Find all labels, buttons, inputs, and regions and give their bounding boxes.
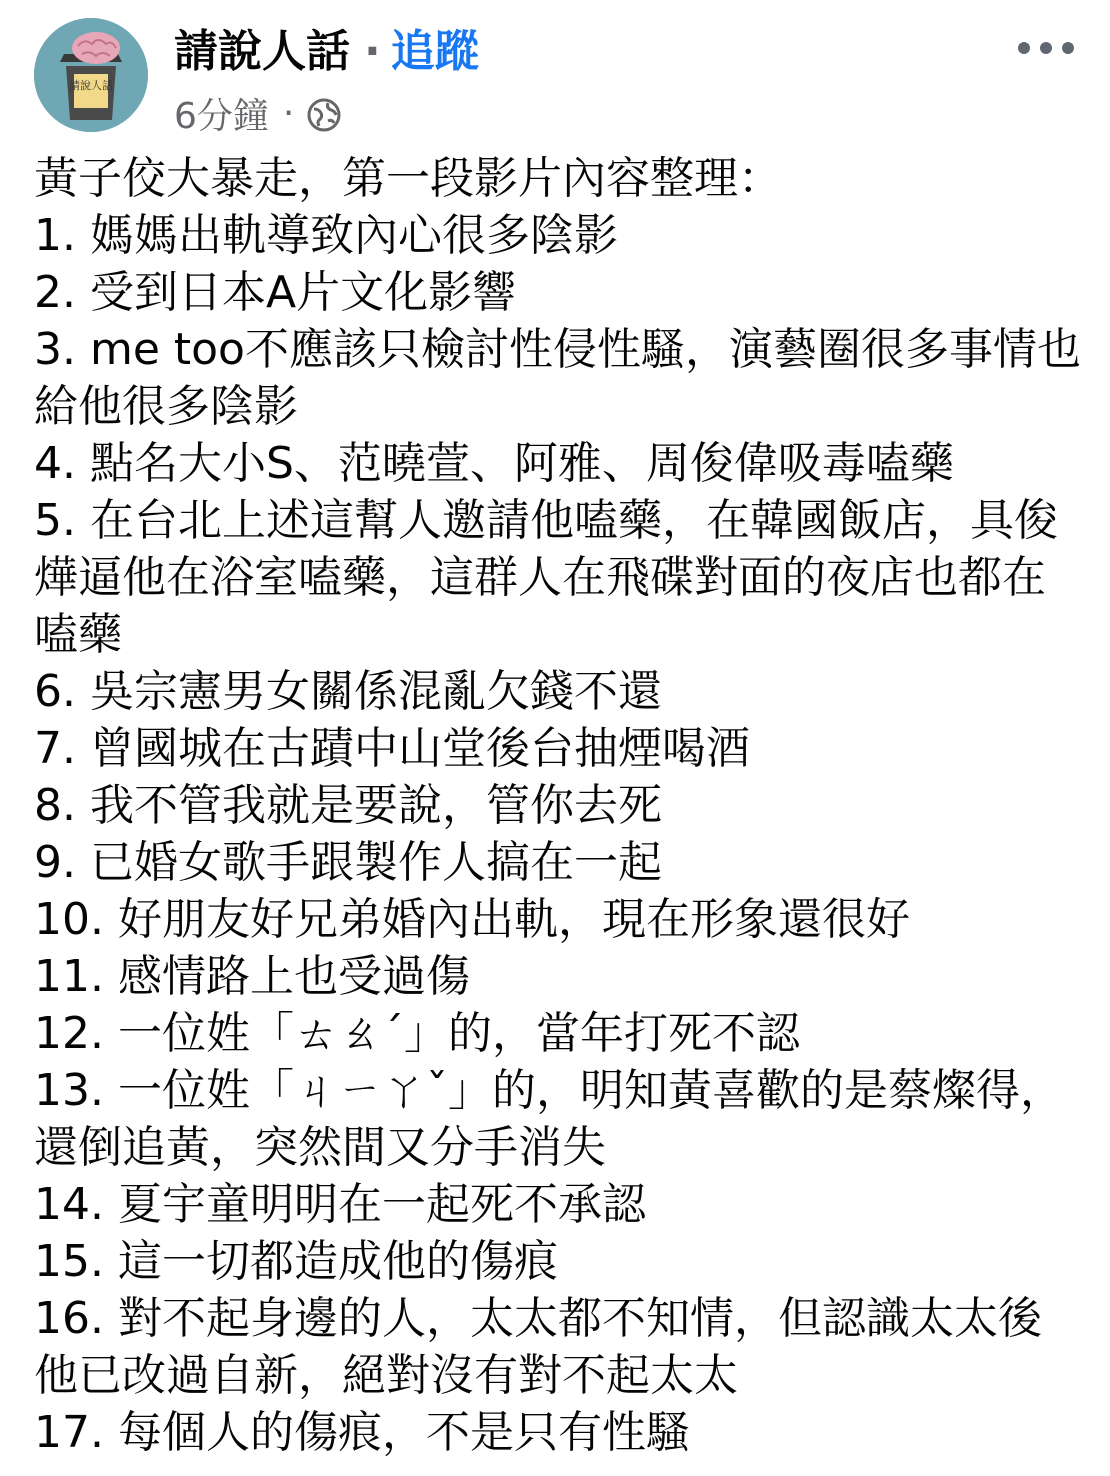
- post-line-5: 5. 在台北上述這幫人邀請他嗑藥，在韓國飯店，具俊燁逼他在浴室嗑藥，這群人在飛碟對面的夜店也都在嗑藥: [34, 495, 1058, 660]
- post-line-title: 黃子佼大暴走，第一段影片內容整理：: [34, 153, 782, 204]
- follow-button[interactable]: 追蹤: [390, 26, 479, 77]
- more-dot: [1062, 42, 1074, 54]
- page-name-row: [174, 22, 479, 82]
- post-timestamp[interactable]: 6分鐘: [174, 95, 269, 137]
- post-line-4: 4. 點名大小S、范曉萱、阿雅、周俊偉吸毒嗑藥: [34, 438, 954, 489]
- avatar[interactable]: [34, 18, 148, 132]
- post-line-15: 15. 這一切都造成他的傷痕: [34, 1236, 558, 1287]
- post-body: [34, 150, 1084, 1461]
- more-dot: [1040, 42, 1052, 54]
- post-line-9: 9. 已婚女歌手跟製作人搞在一起: [34, 837, 662, 888]
- page-name[interactable]: 請說人話: [174, 26, 350, 77]
- more-dot: [1018, 42, 1030, 54]
- name-separator: ·: [364, 26, 381, 77]
- post-line-10: 10. 好朋友好兄弟婚內出軌，現在形象還很好: [34, 894, 910, 945]
- post-line-6: 6. 吳宗憲男女關係混亂欠錢不還: [34, 666, 662, 717]
- post-line-14: 14. 夏宇童明明在一起死不承認: [34, 1179, 646, 1230]
- post-line-12: 12. 一位姓「ㄊㄠˊ」的，當年打死不認: [34, 1008, 800, 1059]
- brain-trash-can-logo: [34, 18, 148, 132]
- post-line-13: 13. 一位姓「ㄐㄧㄚˇ」的，明知黃喜歡的是蔡燦得，還倒追黃，突然間又分手消失: [34, 1065, 1064, 1173]
- logo-text-top: 請說人話: [69, 79, 113, 92]
- post-line-2: 2. 受到日本A片文化影響: [34, 267, 517, 318]
- post-line-7: 7. 曾國城在古蹟中山堂後台抽煙喝酒: [34, 723, 750, 774]
- globe-icon[interactable]: [306, 97, 342, 133]
- post-line-17: 17. 每個人的傷痕，不是只有性騷: [34, 1407, 690, 1458]
- post-line-11: 11. 感情路上也受過傷: [34, 951, 470, 1002]
- post-line-8: 8. 我不管我就是要說，管你去死: [34, 780, 662, 831]
- post-line-1: 1. 媽媽出軌導致內心很多陰影: [34, 210, 618, 261]
- post-header: [34, 16, 1084, 140]
- post-line-16: 16. 對不起身邊的人，太太都不知情，但認識太太後他已改過自新，絕對沒有對不起太太: [34, 1293, 1042, 1401]
- meta-separator: ·: [282, 92, 295, 134]
- post-meta: [174, 90, 342, 136]
- more-options-icon[interactable]: [1016, 38, 1076, 58]
- post-line-3: 3. me too不應該只檢討性侵性騷，演藝圈很多事情也給他很多陰影: [34, 324, 1081, 432]
